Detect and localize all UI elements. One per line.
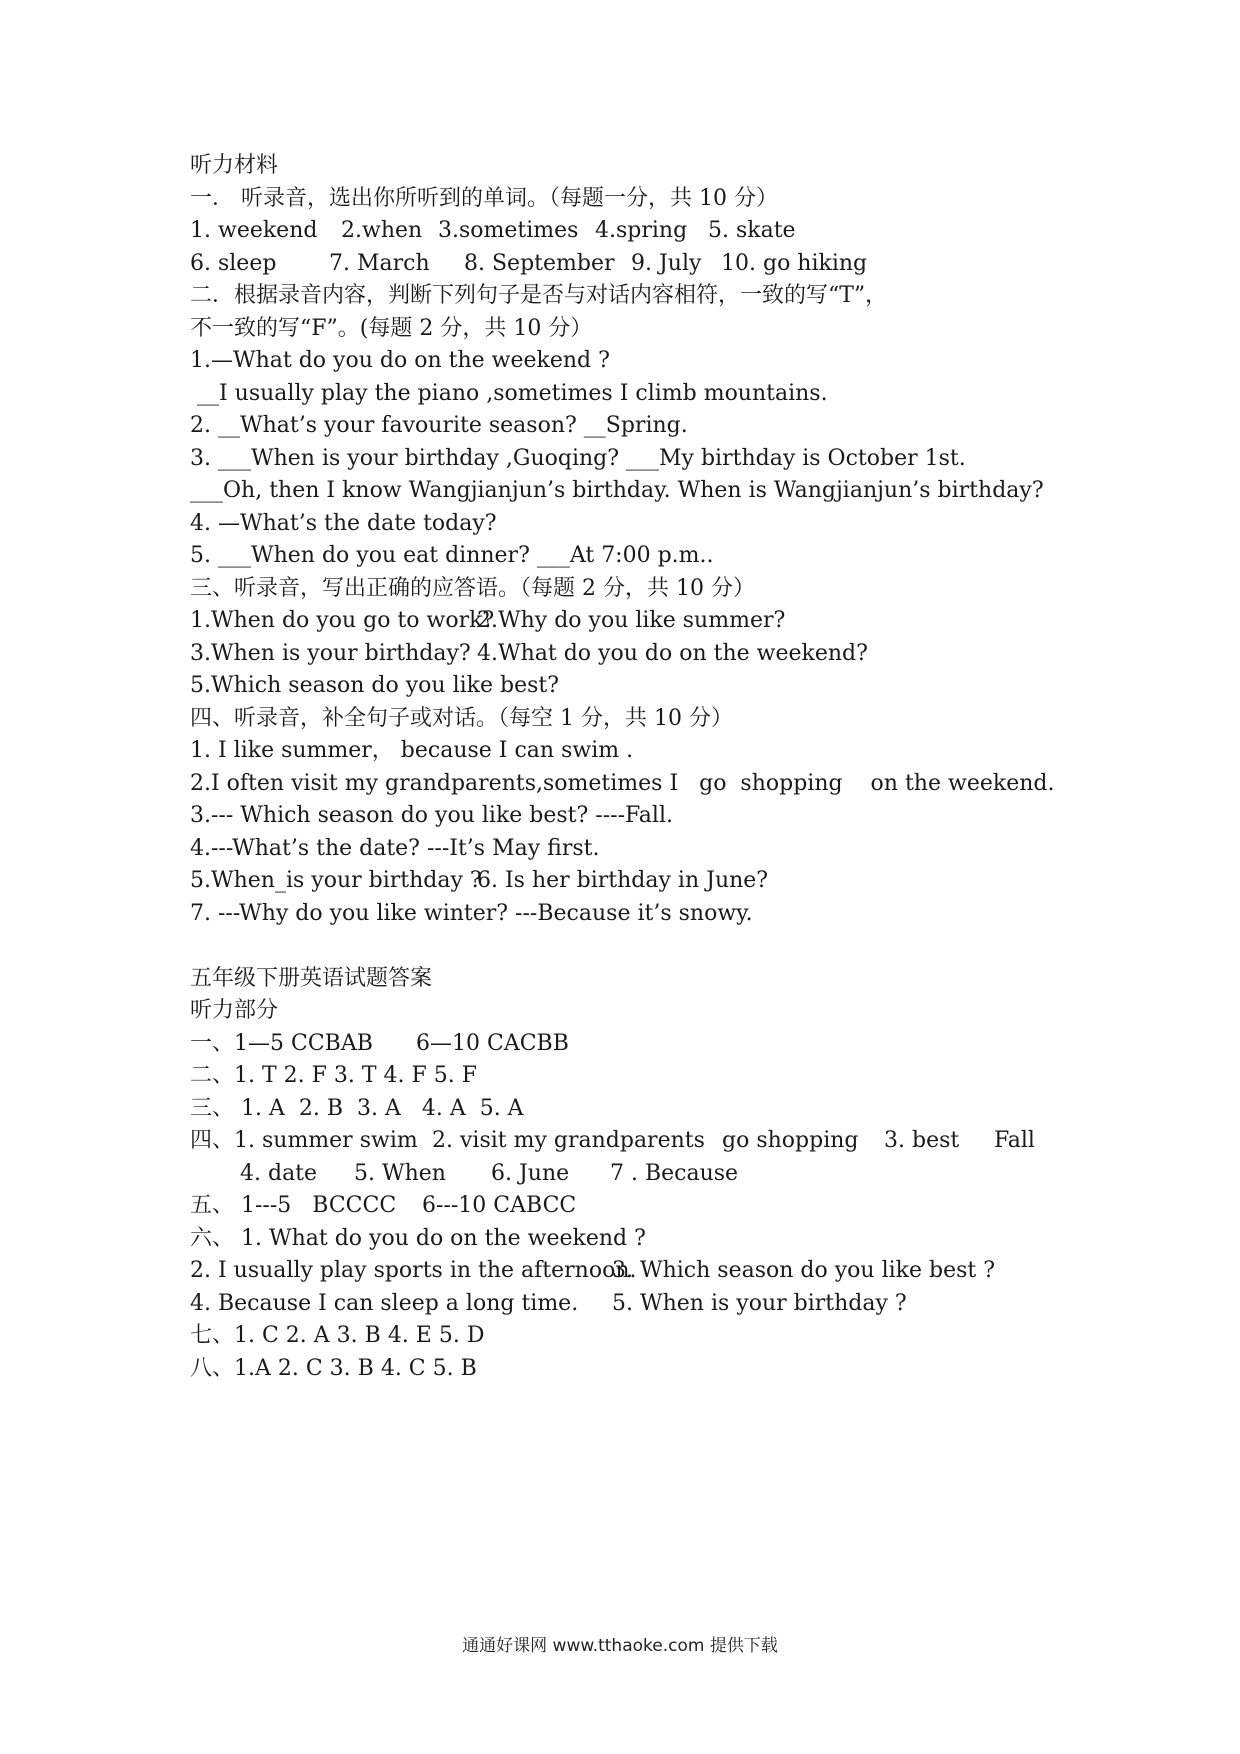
answer-line-8	[190, 1353, 1090, 1386]
sentence-text: 2.I often visit my grandparents,sometimes I go shopping on the weekend.	[190, 770, 1055, 796]
dialogue-text: 1.—What do you do on the weekend ?	[190, 348, 610, 373]
part4-heading-text: 四、听录音，补全句子或对话。（每空 1 分，共 10 分）	[190, 705, 733, 731]
part1-row2	[190, 248, 1090, 281]
sentence-text: 1. I like summer， because I can swim .	[190, 738, 634, 763]
answers-title-text: 五年级下册英语试题答案	[190, 965, 433, 991]
part2-line	[190, 345, 1090, 378]
answer-text: 7 . Because	[610, 1160, 739, 1186]
sentence-text: 5.When_is your birthday ?	[190, 868, 482, 893]
answer-text: 2. I usually play sports in the afternoon.	[190, 1258, 637, 1283]
part3-row1	[190, 605, 1090, 638]
part4-line	[190, 735, 1090, 768]
dialogue-text: 2. __What’s your favourite season? __Spring.	[190, 413, 688, 438]
answer-text: 五、 1---5 BCCCC	[190, 1193, 397, 1218]
question-text: 3.When is your birthday?	[190, 640, 471, 666]
answers-subtitle-text: 听力部分	[190, 998, 279, 1023]
part3-row2	[190, 638, 1090, 671]
part2-line	[190, 443, 1090, 476]
word-item: 1. weekend	[190, 218, 318, 243]
question-text: 4.What do you do on the weekend?	[477, 640, 868, 666]
word-item: 10. go hiking	[721, 250, 868, 276]
page-footer: 通通好课网 www.tthaoke.com 提供下载	[462, 1636, 778, 1656]
part4-line	[190, 768, 1090, 801]
answer-line-5	[190, 1190, 1090, 1223]
answer-line-2	[190, 1060, 1090, 1093]
answer-text: 七、1. C 2. A 3. B 4. E 5. D	[190, 1323, 485, 1348]
word-item: 9. July	[631, 250, 702, 276]
part4-line	[190, 800, 1090, 833]
part3-row3	[190, 670, 1090, 703]
answer-text: 5. When	[354, 1160, 446, 1186]
sentence-text: 3.--- Which season do you like best? ----Fall.	[190, 803, 673, 828]
part1-heading-text: 一． 听录音，选出你所听到的单词。（每题一分，共 10 分）	[190, 185, 778, 211]
answer-text: 3. Which season do you like best ?	[612, 1258, 996, 1283]
part2-line	[190, 475, 1090, 508]
question-text: 2.Why do you like summer?	[477, 608, 786, 633]
question-text: 5.Which season do you like best?	[190, 673, 560, 698]
answer-text: Fall	[994, 1128, 1035, 1153]
answer-text: 6—10 CACBB	[416, 1030, 569, 1056]
answer-text: 六、 1. What do you do on the weekend ?	[190, 1225, 646, 1251]
answer-line-6	[190, 1223, 1090, 1256]
part2-line	[190, 508, 1090, 541]
answer-text: 八、1.A 2. C 3. B 4. C 5. B	[190, 1355, 477, 1381]
answers-subtitle	[190, 995, 1090, 1028]
word-item: 7. March	[329, 250, 430, 276]
answer-text: 6---10 CABCC	[422, 1193, 577, 1218]
answer-text: 2. visit my grandparents	[432, 1128, 705, 1153]
answer-text: 6. June	[491, 1160, 570, 1186]
document-page	[190, 150, 1090, 1385]
part1-heading	[190, 183, 1090, 216]
part4-heading	[190, 703, 1090, 736]
answer-text: 三、 1. A 2. B 3. A 4. A 5. A	[190, 1095, 524, 1121]
answer-line-7	[190, 1320, 1090, 1353]
word-item: 6. sleep	[190, 250, 277, 276]
answer-line-4b	[190, 1158, 1090, 1191]
answer-line-4	[190, 1125, 1090, 1158]
answer-line-1	[190, 1028, 1090, 1061]
dialogue-text: 4. —What’s the date today?	[190, 510, 497, 536]
part3-heading-text: 三、听录音，写出正确的应答语。（每题 2 分，共 10 分）	[190, 575, 755, 601]
answer-text: 4. Because I can sleep a long time.	[190, 1290, 579, 1316]
dialogue-text: 3. ___When is your birthday ,Guoqing? ___My birthday is October 1st.	[190, 445, 966, 471]
answer-text: 二、1. T 2. F 3. T 4. F 5. F	[190, 1063, 478, 1088]
sentence-text: 6. Is her birthday in June?	[477, 868, 769, 893]
answer-text: 3. best	[884, 1128, 960, 1153]
answer-text: 5. When is your birthday ?	[612, 1290, 907, 1316]
answer-text: go shopping	[722, 1128, 859, 1153]
part2-heading-text: 二．根据录音内容，判断下列句子是否与对话内容相符，一致的写“T”，	[190, 283, 888, 308]
word-item: 3.sometimes	[438, 218, 579, 243]
part4-line	[190, 898, 1090, 931]
part2-heading-line2	[190, 313, 1090, 346]
part4-line	[190, 865, 1090, 898]
part2-line	[190, 540, 1090, 573]
question-text: 1.When do you go to work?	[190, 608, 495, 633]
answer-text: 四、1. summer swim	[190, 1128, 418, 1153]
part2-heading-line1	[190, 280, 1090, 313]
answer-line-6c	[190, 1288, 1090, 1321]
dialogue-text: __I usually play the piano ,sometimes I climb mountains.	[190, 380, 828, 406]
dialogue-text: ___Oh, then I know Wangjianjun’s birthday. When is Wangjianjun’s birthday?	[190, 478, 1044, 503]
word-item: 5. skate	[708, 218, 796, 243]
answers-title	[190, 963, 1090, 996]
answer-line-3	[190, 1093, 1090, 1126]
part3-heading	[190, 573, 1090, 606]
answer-text: 4. date	[240, 1160, 318, 1186]
part4-line	[190, 833, 1090, 866]
part2-heading-text: 不一致的写“F”。(每题 2 分，共 10 分）	[190, 315, 593, 341]
dialogue-text: 5. ___When do you eat dinner? ___At 7:00 p.m..	[190, 543, 714, 568]
word-item: 4.spring	[595, 218, 688, 243]
part1-row1	[190, 215, 1090, 248]
listening-title	[190, 150, 1090, 183]
listening-title-text: 听力材料	[190, 153, 279, 178]
section-gap	[190, 930, 1090, 963]
part2-line	[190, 378, 1090, 411]
sentence-text: 4.---What’s the date? ---It’s May first.	[190, 835, 600, 861]
word-item: 8. September	[464, 250, 615, 276]
answer-line-6b	[190, 1255, 1090, 1288]
sentence-text: 7. ---Why do you like winter? ---Because it’s snowy.	[190, 900, 753, 926]
part2-line	[190, 410, 1090, 443]
word-item: 2.when	[341, 218, 423, 243]
answer-text: 一、1—5 CCBAB	[190, 1030, 373, 1056]
